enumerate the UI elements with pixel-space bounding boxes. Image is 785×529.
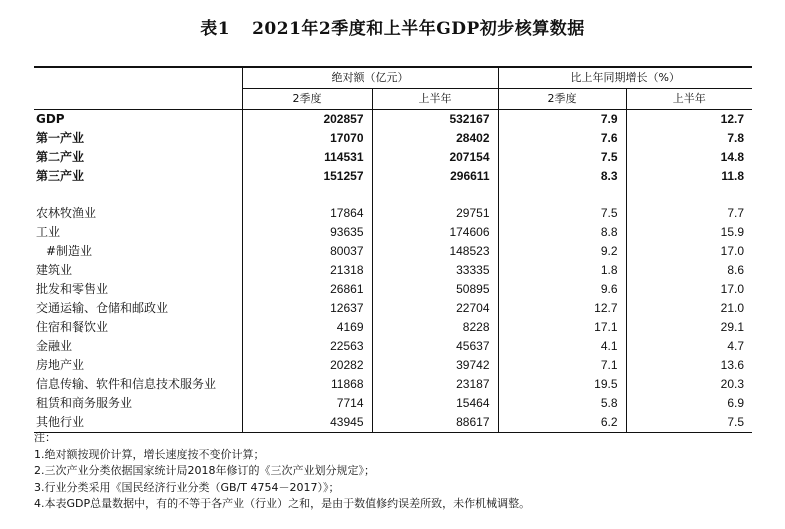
row-label: 租赁和商务服务业	[36, 396, 133, 410]
cell: 4.7	[626, 337, 752, 356]
cell: 8.8	[498, 223, 626, 242]
cell: 17.0	[626, 242, 752, 261]
cell: 93635	[242, 223, 372, 242]
cell: 4169	[242, 318, 372, 337]
cell: 12637	[242, 299, 372, 318]
cell: 8228	[372, 318, 498, 337]
table-row	[34, 337, 752, 356]
col-q2-abs: 2季度	[242, 89, 372, 110]
cell: 7714	[242, 394, 372, 413]
table-row	[34, 356, 752, 375]
cell: 22563	[242, 337, 372, 356]
cell: 7.1	[498, 356, 626, 375]
cell: 80037	[242, 242, 372, 261]
row-label: 工业	[36, 225, 61, 239]
row-label: 房地产业	[36, 358, 85, 372]
cell: 4.1	[498, 337, 626, 356]
table-row	[34, 318, 752, 337]
cell: 202857	[242, 110, 372, 130]
cell: 17070	[242, 129, 372, 148]
cell: 28402	[372, 129, 498, 148]
cell: 12.7	[498, 299, 626, 318]
cell: 6.2	[498, 413, 626, 433]
cell: 7.6	[498, 129, 626, 148]
cell: 20282	[242, 356, 372, 375]
table-row	[34, 261, 752, 280]
cell: 45637	[372, 337, 498, 356]
table-row	[34, 223, 752, 242]
col-h1-growth: 上半年	[626, 89, 752, 110]
cell: 7.5	[498, 204, 626, 223]
table-row	[34, 375, 752, 394]
row-label: 其他行业	[34, 413, 242, 433]
cell: 15.9	[626, 223, 752, 242]
cell: 19.5	[498, 375, 626, 394]
table-row	[34, 299, 752, 318]
row-label: 农林牧渔业	[36, 206, 97, 220]
cell: 15464	[372, 394, 498, 413]
note-item: 1.绝对额按现价计算，增长速度按不变价计算；	[34, 447, 265, 461]
cell: 12.7	[626, 110, 752, 130]
cell: 39742	[372, 356, 498, 375]
cell: 43945	[242, 413, 372, 433]
row-label: 批发和零售业	[36, 282, 109, 296]
cell: 17864	[242, 204, 372, 223]
cell: 7.7	[626, 204, 752, 223]
cell: 5.8	[498, 394, 626, 413]
note-item: 4.本表GDP总量数据中，有的不等于各产业（行业）之和，是由于数值修约误差所致，未作机械调整。	[34, 497, 531, 510]
row-label: #制造业	[46, 244, 93, 258]
cell: 7.5	[626, 413, 752, 433]
table-title-text: 2021年2季度和上半年GDP初步核算数据	[252, 19, 585, 39]
row-label: 交通运输、仓储和邮政业	[36, 301, 169, 315]
corner-header	[34, 67, 242, 110]
cell: 17.0	[626, 280, 752, 299]
cell: 9.2	[498, 242, 626, 261]
note-heading: 注：	[34, 431, 56, 444]
table-row	[34, 280, 752, 299]
note-item: 2.三次产业分类依据国家统计局2018年修订的《三次产业划分规定》；	[34, 464, 375, 477]
table-row	[34, 110, 752, 130]
cell: 22704	[372, 299, 498, 318]
cell: 50895	[372, 280, 498, 299]
cell: 114531	[242, 148, 372, 167]
cell: 13.6	[626, 356, 752, 375]
gdp-table	[34, 66, 752, 433]
row-label: 第二产业	[36, 150, 85, 164]
cell: 33335	[372, 261, 498, 280]
cell: 26861	[242, 280, 372, 299]
cell: 7.5	[498, 148, 626, 167]
table-row	[34, 394, 752, 413]
table-row	[34, 129, 752, 148]
row-label: 建筑业	[36, 263, 73, 277]
absolute-value-header: 绝对额（亿元）	[242, 67, 498, 89]
cell: 23187	[372, 375, 498, 394]
cell: 174606	[372, 223, 498, 242]
cell: 1.8	[498, 261, 626, 280]
cell: 21318	[242, 261, 372, 280]
table-notes	[34, 430, 764, 513]
cell: 296611	[372, 167, 498, 186]
spacer-row	[34, 186, 752, 204]
cell: 6.9	[626, 394, 752, 413]
row-label: 第三产业	[36, 169, 85, 183]
col-h1-abs: 上半年	[372, 89, 498, 110]
cell: 8.6	[626, 261, 752, 280]
cell: 21.0	[626, 299, 752, 318]
table-row	[34, 148, 752, 167]
row-label: 住宿和餐饮业	[36, 320, 109, 334]
table-number: 表1	[200, 19, 231, 39]
table-row	[34, 167, 752, 186]
cell: 8.3	[498, 167, 626, 186]
cell: 7.8	[626, 129, 752, 148]
cell: 29751	[372, 204, 498, 223]
table-title	[0, 14, 785, 39]
cell: 9.6	[498, 280, 626, 299]
row-label: GDP	[36, 112, 65, 126]
row-label: 金融业	[36, 339, 73, 353]
row-label: 第一产业	[36, 131, 85, 145]
cell: 14.8	[626, 148, 752, 167]
cell: 532167	[372, 110, 498, 130]
note-item: 3.行业分类采用《国民经济行业分类（GB/T 4754－2017）》；	[34, 480, 340, 494]
cell: 11868	[242, 375, 372, 394]
table-row	[34, 204, 752, 223]
row-label: 信息传输、软件和信息技术服务业	[36, 377, 217, 391]
cell: 29.1	[626, 318, 752, 337]
cell: 88617	[372, 413, 498, 433]
cell: 7.9	[498, 110, 626, 130]
cell: 151257	[242, 167, 372, 186]
cell: 17.1	[498, 318, 626, 337]
cell: 148523	[372, 242, 498, 261]
growth-rate-header: 比上年同期增长（%）	[498, 67, 752, 89]
table-row	[34, 242, 752, 261]
col-q2-growth: 2季度	[498, 89, 626, 110]
cell: 20.3	[626, 375, 752, 394]
cell: 11.8	[626, 167, 752, 186]
cell: 207154	[372, 148, 498, 167]
